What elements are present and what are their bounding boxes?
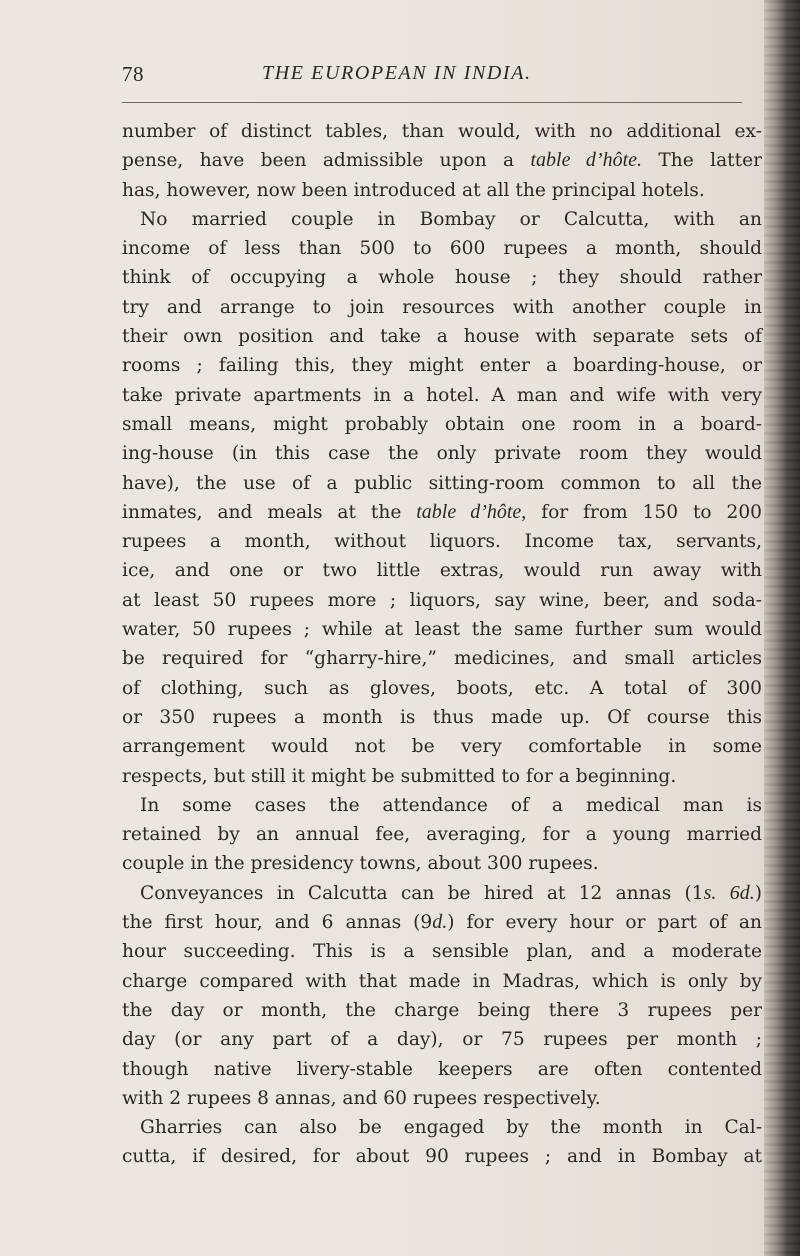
text-line: hour succeeding. This is a sensible plan, and a moderate <box>122 941 762 963</box>
italic-phrase: table d’hôte. <box>530 149 643 172</box>
header-rule <box>122 102 742 103</box>
text-line: at least 50 rupees more ; liquors, say wine, beer, and soda- <box>122 589 762 611</box>
text-line: the day or month, the charge being there 3 rupees per <box>122 999 762 1021</box>
text-line: retained by an annual fee, averaging, for a young married <box>122 824 762 846</box>
text-line: rooms ; failing this, they might enter a boarding-house, or <box>122 355 762 377</box>
italic-abbrev: 6d. <box>729 881 755 904</box>
text-line: inmates, and meals at the table d’hôte, for from 150 to 200 <box>122 500 762 523</box>
text-line: take private apartments in a hotel. A man and wife with very <box>122 384 762 406</box>
paragraph-start-line: Conveyances in Calcutta can be hired at 12 annas (1s. 6d.) <box>140 881 762 904</box>
text-line: has, however, now been introduced at all the principal hotels. <box>122 179 705 201</box>
italic-abbrev: d. <box>432 911 448 934</box>
text-line: cutta, if desired, for about 90 rupees ; and in Bombay at <box>122 1146 762 1168</box>
text-line: pense, have been admissible upon a table d’hôte. The latter <box>122 149 762 172</box>
italic-phrase: table d’hôte, <box>416 500 527 523</box>
text-line: water, 50 rupees ; while at least the same further sum would <box>122 619 762 641</box>
text-line: try and arrange to join resources with another couple in <box>122 296 762 318</box>
text-line: respects, but still it might be submitted to for a beginning. <box>122 765 677 787</box>
italic-abbrev: s. <box>703 881 717 904</box>
text-line: small means, might probably obtain one room in a board- <box>122 413 762 435</box>
text-line: the first hour, and 6 annas (9d.) for every hour or part of an <box>122 911 762 934</box>
text-line: ing-house (in this case the only private room they would <box>122 443 762 465</box>
page-number: 78 <box>122 62 144 86</box>
paragraph-start-line: In some cases the attendance of a medical man is <box>140 794 762 816</box>
paragraph-start-line: No married couple in Bombay or Calcutta, with an <box>140 208 762 230</box>
text-line: be required for “gharry-hire,” medicines, and small articles <box>122 648 762 670</box>
text-line: number of distinct tables, than would, with no additional ex- <box>122 121 762 142</box>
text-line: rupees a month, without liquors. Income tax, servants, <box>122 531 762 553</box>
text-line: of clothing, such as gloves, boots, etc. A total of 300 <box>122 677 762 699</box>
page-header <box>122 62 750 92</box>
body-text <box>122 117 762 1172</box>
text-line: though native livery-stable keepers are often contented <box>122 1058 762 1080</box>
paragraph-start-line: Gharries can also be engaged by the month in Cal- <box>140 1117 762 1139</box>
text-line: couple in the presidency towns, about 300 rupees. <box>122 853 599 875</box>
running-head: THE EUROPEAN IN INDIA. <box>262 62 532 84</box>
text-line: or 350 rupees a month is thus made up. Of course this <box>122 706 762 728</box>
text-line: income of less than 500 to 600 rupees a month, should <box>122 238 762 260</box>
text-line: with 2 rupees 8 annas, and 60 rupees respectively. <box>122 1087 601 1109</box>
text-line: arrangement would not be very comfortable in some <box>122 736 762 758</box>
text-line: have), the use of a public sitting-room common to all the <box>122 472 762 494</box>
text-line: think of occupying a whole house ; they should rather <box>122 267 762 289</box>
page-edge-shadow <box>764 0 800 1256</box>
text-line: day (or any part of a day), or 75 rupees per month ; <box>122 1029 762 1051</box>
text-line: ice, and one or two little extras, would run away with <box>122 560 762 582</box>
text-line: charge compared with that made in Madras, which is only by <box>122 970 762 992</box>
text-line: their own position and take a house with separate sets of <box>122 326 762 348</box>
